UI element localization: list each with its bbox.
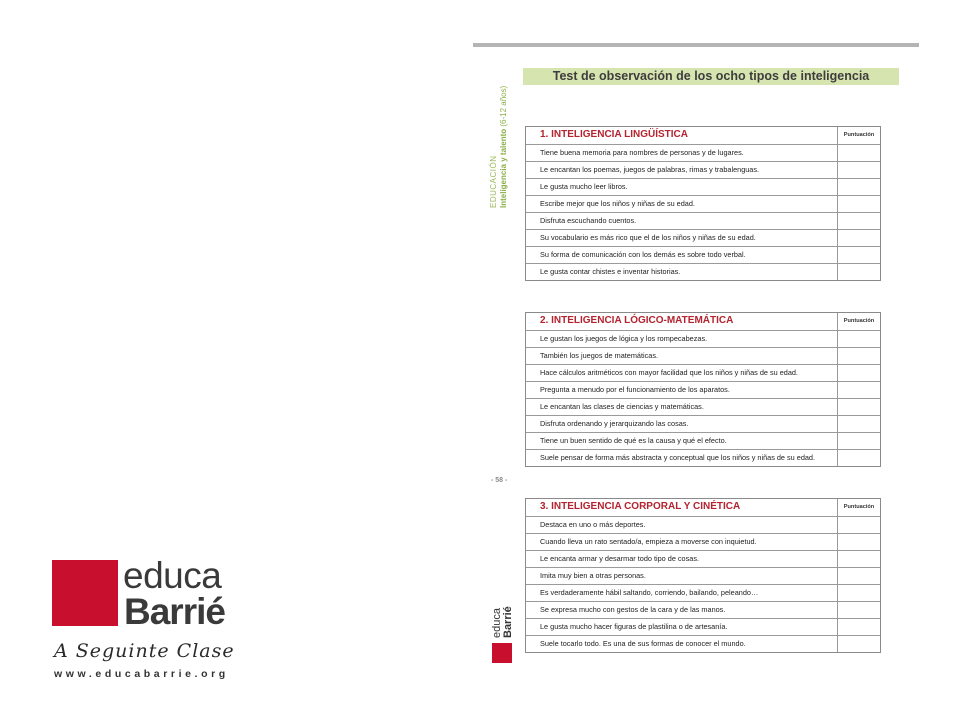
table-row xyxy=(526,178,880,195)
table-heading: 2. INTELIGENCIA LÓGICO-MATEMÁTICA xyxy=(540,315,734,326)
item-text: Cuando lleva un rato sentado/a, empieza a moverse con inquietud. xyxy=(540,537,757,546)
table-row xyxy=(526,330,880,347)
table-row xyxy=(526,601,880,618)
item-text: Le gusta mucho leer libros. xyxy=(540,182,628,191)
table-row xyxy=(526,364,880,381)
page-number: - 58 - xyxy=(491,477,508,484)
score-cell[interactable] xyxy=(837,450,880,466)
score-cell[interactable] xyxy=(837,619,880,635)
item-text: Tiene buena memoria para nombres de personas y de lugares. xyxy=(540,148,744,157)
item-text: Destaca en uno o más deportes. xyxy=(540,520,646,529)
score-cell[interactable] xyxy=(837,264,880,280)
logo-slogan: A Seguinte Clase xyxy=(54,640,235,662)
score-cell[interactable] xyxy=(837,247,880,263)
side-subtitle-rest: (6-12 años) xyxy=(499,85,508,129)
score-cell[interactable] xyxy=(837,365,880,381)
side-section-name: EDUCACIÓN xyxy=(489,155,498,208)
item-text: También los juegos de matemáticas. xyxy=(540,351,659,360)
item-text: Le gusta mucho hacer figuras de plastilina o de artesanía. xyxy=(540,622,728,631)
item-text: Le gustan los juegos de lógica y los rompecabezas. xyxy=(540,334,708,343)
side-section-subtitle xyxy=(499,68,509,208)
score-cell[interactable] xyxy=(837,636,880,652)
mini-logo xyxy=(492,596,514,662)
score-cell[interactable] xyxy=(837,602,880,618)
item-text: Disfruta escuchando cuentos. xyxy=(540,216,637,225)
title-bar xyxy=(523,68,899,85)
item-text: Su forma de comunicación con los demás es sobre todo verbal. xyxy=(540,250,746,259)
table-logical-mathematical xyxy=(525,312,881,467)
table-row xyxy=(526,229,880,246)
table-row xyxy=(526,550,880,567)
logo-wordmark-barrie: Barrié xyxy=(124,591,225,632)
item-text: Su vocabulario es más rico que el de los niños y niñas de su edad. xyxy=(540,233,756,242)
item-text: Tiene un buen sentido de qué es la causa y qué el efecto. xyxy=(540,436,727,445)
table-row xyxy=(526,246,880,263)
item-text: Le encantan los poemas, juegos de palabras, rimas y trabalenguas. xyxy=(540,165,760,174)
table-row xyxy=(526,415,880,432)
table-row xyxy=(526,432,880,449)
item-text: Le encantan las clases de ciencias y matemáticas. xyxy=(540,402,704,411)
table-row xyxy=(526,161,880,178)
item-text: Es verdaderamente hábil saltando, corriendo, bailando, peleando… xyxy=(540,588,759,597)
logo-red-square xyxy=(52,560,118,626)
item-text: Suele pensar de forma más abstracta y conceptual que los niños y niñas de su edad. xyxy=(540,453,816,462)
score-cell[interactable] xyxy=(837,568,880,584)
score-cell[interactable] xyxy=(837,433,880,449)
score-cell[interactable] xyxy=(837,534,880,550)
score-cell[interactable] xyxy=(837,162,880,178)
score-cell[interactable] xyxy=(837,213,880,229)
score-cell[interactable] xyxy=(837,331,880,347)
table-heading: 1. INTELIGENCIA LINGÜÍSTICA xyxy=(540,129,688,140)
table-row xyxy=(526,635,880,652)
mini-logo-bottom: Barrié xyxy=(502,606,514,638)
score-cell[interactable] xyxy=(837,145,880,161)
table-row xyxy=(526,533,880,550)
item-text: Hace cálculos aritméticos con mayor facilidad que los niños y niñas de su edad. xyxy=(540,368,798,377)
table-row xyxy=(526,347,880,364)
page-title: Test de observación de los ocho tipos de inteligencia xyxy=(552,69,870,83)
score-cell[interactable] xyxy=(837,517,880,533)
table-header xyxy=(526,499,880,516)
item-text: Suele tocarlo todo. Es una de sus formas de conocer el mundo. xyxy=(540,639,746,648)
table-header xyxy=(526,127,880,144)
item-text: Escribe mejor que los niños y niñas de su edad. xyxy=(540,199,695,208)
score-cell[interactable] xyxy=(837,551,880,567)
mini-logo-text xyxy=(492,594,514,638)
table-heading: 3. INTELIGENCIA CORPORAL Y CINÉTICA xyxy=(540,501,741,512)
table-row xyxy=(526,584,880,601)
mini-logo-top: educa xyxy=(491,608,503,638)
document-page xyxy=(473,43,919,683)
table-row xyxy=(526,263,880,280)
side-section-label xyxy=(489,68,509,208)
table-linguistic xyxy=(525,126,881,281)
score-header: Puntuación xyxy=(837,127,880,144)
score-cell[interactable] xyxy=(837,230,880,246)
table-row xyxy=(526,618,880,635)
item-text: Se expresa mucho con gestos de la cara y de las manos. xyxy=(540,605,726,614)
item-text: Disfruta ordenando y jerarquizando las cosas. xyxy=(540,419,689,428)
item-text: Le gusta contar chistes e inventar historias. xyxy=(540,267,681,276)
top-rule xyxy=(473,43,919,47)
table-row xyxy=(526,144,880,161)
table-row xyxy=(526,516,880,533)
table-bodily-kinesthetic xyxy=(525,498,881,653)
educa-barrie-logo xyxy=(52,555,252,690)
table-row xyxy=(526,398,880,415)
score-cell[interactable] xyxy=(837,196,880,212)
item-text: Le encanta armar y desarmar todo tipo de cosas. xyxy=(540,554,699,563)
logo-wordmark-educa: educa xyxy=(123,555,222,596)
table-row xyxy=(526,567,880,584)
score-cell[interactable] xyxy=(837,382,880,398)
score-cell[interactable] xyxy=(837,399,880,415)
item-text: Pregunta a menudo por el funcionamiento de los aparatos. xyxy=(540,385,730,394)
mini-logo-square xyxy=(492,643,512,663)
score-header: Puntuación xyxy=(837,499,880,516)
score-cell[interactable] xyxy=(837,179,880,195)
table-row xyxy=(526,381,880,398)
item-text: Imita muy bien a otras personas. xyxy=(540,571,646,580)
table-header xyxy=(526,313,880,330)
score-cell[interactable] xyxy=(837,416,880,432)
website-url: www.educabarrie.org xyxy=(54,668,229,680)
score-cell[interactable] xyxy=(837,585,880,601)
score-header: Puntuación xyxy=(837,313,880,330)
table-row xyxy=(526,195,880,212)
table-row xyxy=(526,449,880,466)
side-subtitle-bold: Inteligencia y talento xyxy=(499,128,508,208)
table-row xyxy=(526,212,880,229)
score-cell[interactable] xyxy=(837,348,880,364)
